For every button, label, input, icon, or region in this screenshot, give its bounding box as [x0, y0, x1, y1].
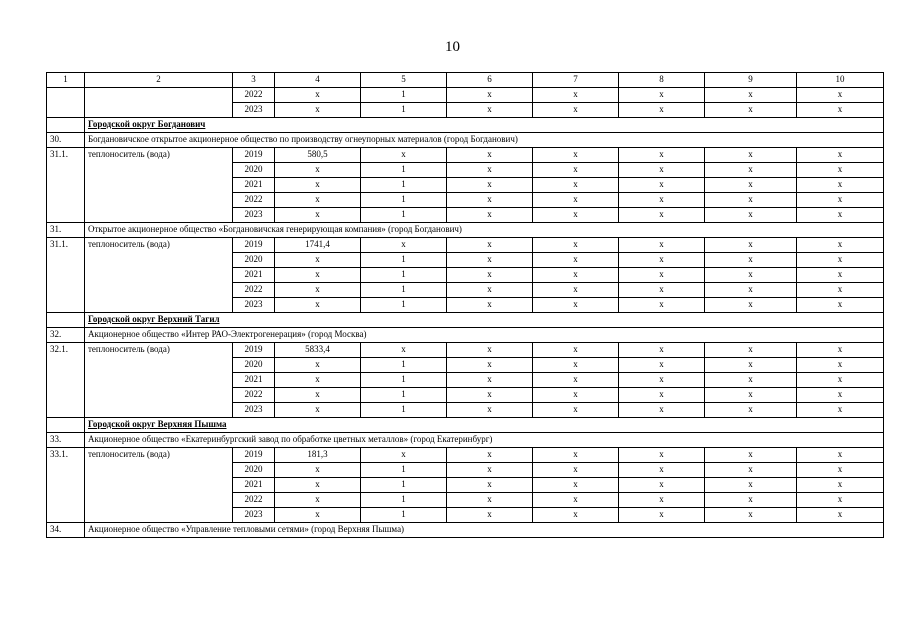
year-cell: 2021	[233, 178, 275, 193]
value-cell: x	[797, 448, 884, 463]
value-cell: x	[447, 178, 533, 193]
year-cell: 2023	[233, 298, 275, 313]
value-cell: x	[275, 88, 361, 103]
value-cell: x	[619, 493, 705, 508]
resource-name: теплоноситель (вода)	[85, 343, 233, 418]
year-cell: 2020	[233, 463, 275, 478]
value-cell: x	[619, 268, 705, 283]
value-cell: x	[797, 253, 884, 268]
year-cell: 2020	[233, 358, 275, 373]
value-cell: 1	[361, 283, 447, 298]
value-cell: 5833,4	[275, 343, 361, 358]
header-cell: 9	[705, 73, 797, 88]
value-cell: x	[705, 193, 797, 208]
value-cell: x	[533, 373, 619, 388]
value-cell: x	[705, 238, 797, 253]
year-cell: 2022	[233, 493, 275, 508]
value-cell: x	[447, 163, 533, 178]
value-cell: 1	[361, 388, 447, 403]
value-cell: x	[797, 388, 884, 403]
value-cell: x	[619, 448, 705, 463]
header-cell: 6	[447, 73, 533, 88]
organization-name: Акционерное общество «Екатеринбургский завод по обработке цветных металлов» (город Екатеринбург)	[85, 433, 884, 448]
year-cell: 2019	[233, 448, 275, 463]
value-cell: x	[447, 88, 533, 103]
value-cell: 1	[361, 163, 447, 178]
value-cell: x	[533, 253, 619, 268]
value-cell: x	[797, 343, 884, 358]
value-cell: x	[619, 463, 705, 478]
value-cell: x	[705, 508, 797, 523]
value-cell: x	[275, 193, 361, 208]
year-cell: 2021	[233, 373, 275, 388]
value-cell: x	[797, 478, 884, 493]
value-cell: x	[797, 358, 884, 373]
value-cell: 1	[361, 463, 447, 478]
value-cell: x	[705, 148, 797, 163]
value-cell: x	[275, 478, 361, 493]
value-cell: x	[797, 193, 884, 208]
value-cell: x	[797, 103, 884, 118]
value-cell: x	[705, 463, 797, 478]
value-cell: x	[447, 148, 533, 163]
value-cell: x	[275, 493, 361, 508]
value-cell: x	[361, 448, 447, 463]
year-cell: 2021	[233, 478, 275, 493]
value-cell: x	[619, 103, 705, 118]
value-cell: x	[533, 238, 619, 253]
district-title: Городской округ Верхняя Пышма	[85, 418, 884, 433]
value-cell: x	[797, 373, 884, 388]
value-cell: x	[447, 478, 533, 493]
empty-cell	[47, 88, 85, 118]
value-cell: x	[533, 283, 619, 298]
organization-name: Акционерное общество «Интер РАО-Электрогенерация» (город Москва)	[85, 328, 884, 343]
value-cell: x	[797, 508, 884, 523]
value-cell: x	[361, 148, 447, 163]
value-cell: x	[797, 148, 884, 163]
value-cell: x	[275, 508, 361, 523]
organization-name: Богдановичское открытое акционерное общество по производству огнеупорных материалов (город Богданович)	[85, 133, 884, 148]
value-cell: x	[533, 148, 619, 163]
row-number: 31.1.	[47, 238, 85, 313]
value-cell: x	[447, 463, 533, 478]
year-cell: 2023	[233, 103, 275, 118]
value-cell: x	[447, 388, 533, 403]
value-cell: x	[705, 373, 797, 388]
year-cell: 2020	[233, 253, 275, 268]
value-cell: x	[533, 268, 619, 283]
value-cell: x	[533, 298, 619, 313]
organization-row	[47, 223, 884, 238]
value-cell: x	[447, 358, 533, 373]
value-cell: x	[705, 478, 797, 493]
resource-name: теплоноситель (вода)	[85, 148, 233, 223]
row-number: 32.	[47, 328, 85, 343]
value-cell: x	[797, 463, 884, 478]
value-cell: 181,3	[275, 448, 361, 463]
table-row	[47, 343, 884, 358]
value-cell: x	[619, 373, 705, 388]
page-number: 10	[445, 39, 460, 55]
value-cell: x	[275, 208, 361, 223]
value-cell: x	[275, 283, 361, 298]
year-cell: 2019	[233, 148, 275, 163]
value-cell: x	[619, 253, 705, 268]
table-row	[47, 148, 884, 163]
value-cell: 1	[361, 178, 447, 193]
value-cell: x	[533, 358, 619, 373]
value-cell: x	[447, 298, 533, 313]
value-cell: x	[275, 253, 361, 268]
value-cell: x	[705, 448, 797, 463]
value-cell: x	[447, 193, 533, 208]
value-cell: x	[533, 88, 619, 103]
resource-name: теплоноситель (вода)	[85, 448, 233, 523]
year-cell: 2019	[233, 343, 275, 358]
resource-name: теплоноситель (вода)	[85, 238, 233, 313]
value-cell: x	[533, 163, 619, 178]
header-cell: 7	[533, 73, 619, 88]
header-cell: 8	[619, 73, 705, 88]
value-cell: x	[797, 88, 884, 103]
value-cell: x	[361, 238, 447, 253]
value-cell: 1	[361, 358, 447, 373]
value-cell: x	[275, 388, 361, 403]
value-cell: x	[705, 403, 797, 418]
value-cell: x	[275, 103, 361, 118]
row-number: 33.1.	[47, 448, 85, 523]
value-cell: 1	[361, 103, 447, 118]
value-cell: 1	[361, 208, 447, 223]
value-cell: x	[619, 388, 705, 403]
row-number: 34.	[47, 523, 85, 538]
value-cell: x	[797, 283, 884, 298]
value-cell: x	[447, 208, 533, 223]
value-cell: x	[705, 103, 797, 118]
district-row	[47, 118, 884, 133]
year-cell: 2023	[233, 403, 275, 418]
value-cell: 1	[361, 373, 447, 388]
value-cell: x	[275, 373, 361, 388]
value-cell: x	[705, 343, 797, 358]
value-cell: x	[447, 403, 533, 418]
value-cell: 1	[361, 493, 447, 508]
value-cell: x	[619, 358, 705, 373]
value-cell: x	[797, 298, 884, 313]
value-cell: x	[533, 403, 619, 418]
value-cell: x	[619, 403, 705, 418]
value-cell: x	[797, 163, 884, 178]
value-cell: x	[275, 298, 361, 313]
value-cell: x	[533, 208, 619, 223]
organization-name: Открытое акционерное общество «Богдановичская генерирующая компания» (город Богданович)	[85, 223, 884, 238]
value-cell: x	[275, 463, 361, 478]
header-cell: 5	[361, 73, 447, 88]
empty-cell	[47, 418, 85, 433]
value-cell: x	[533, 388, 619, 403]
value-cell: 1	[361, 403, 447, 418]
value-cell: x	[705, 388, 797, 403]
value-cell: x	[619, 238, 705, 253]
value-cell: x	[533, 343, 619, 358]
value-cell: x	[533, 178, 619, 193]
empty-cell	[85, 88, 233, 118]
value-cell: x	[533, 193, 619, 208]
year-cell: 2021	[233, 268, 275, 283]
value-cell: x	[275, 178, 361, 193]
empty-cell	[47, 313, 85, 328]
value-cell: 1741,4	[275, 238, 361, 253]
value-cell: x	[705, 283, 797, 298]
value-cell: x	[705, 358, 797, 373]
organization-row	[47, 133, 884, 148]
header-cell: 2	[85, 73, 233, 88]
header-cell: 3	[233, 73, 275, 88]
value-cell: x	[275, 358, 361, 373]
year-cell: 2020	[233, 163, 275, 178]
value-cell: x	[533, 508, 619, 523]
value-cell: x	[705, 268, 797, 283]
value-cell: x	[705, 253, 797, 268]
value-cell: x	[619, 208, 705, 223]
value-cell: 1	[361, 478, 447, 493]
table-row	[47, 88, 884, 103]
value-cell: x	[361, 343, 447, 358]
value-cell: x	[619, 283, 705, 298]
value-cell: 1	[361, 268, 447, 283]
data-table	[46, 72, 884, 538]
value-cell: x	[533, 103, 619, 118]
value-cell: x	[447, 373, 533, 388]
value-cell: x	[619, 178, 705, 193]
organization-row	[47, 433, 884, 448]
value-cell: x	[619, 193, 705, 208]
value-cell: x	[797, 493, 884, 508]
district-title: Городской округ Верхний Тагил	[85, 313, 884, 328]
year-cell: 2019	[233, 238, 275, 253]
value-cell: x	[705, 88, 797, 103]
value-cell: x	[705, 298, 797, 313]
row-number: 31.1.	[47, 148, 85, 223]
value-cell: x	[705, 178, 797, 193]
year-cell: 2023	[233, 508, 275, 523]
value-cell: x	[797, 268, 884, 283]
value-cell: x	[797, 178, 884, 193]
value-cell: x	[619, 163, 705, 178]
value-cell: x	[705, 208, 797, 223]
value-cell: x	[447, 238, 533, 253]
value-cell: 1	[361, 298, 447, 313]
value-cell: x	[447, 253, 533, 268]
value-cell: x	[705, 163, 797, 178]
value-cell: x	[533, 493, 619, 508]
value-cell: x	[797, 403, 884, 418]
row-number: 32.1.	[47, 343, 85, 418]
value-cell: x	[797, 238, 884, 253]
value-cell: x	[533, 448, 619, 463]
header-row	[47, 73, 884, 88]
value-cell: x	[447, 103, 533, 118]
year-cell: 2022	[233, 388, 275, 403]
value-cell: x	[705, 493, 797, 508]
value-cell: 1	[361, 88, 447, 103]
year-cell: 2022	[233, 193, 275, 208]
table-row	[47, 238, 884, 253]
value-cell: x	[619, 478, 705, 493]
value-cell: x	[275, 163, 361, 178]
district-row	[47, 313, 884, 328]
value-cell: x	[619, 88, 705, 103]
value-cell: x	[619, 298, 705, 313]
value-cell: x	[447, 268, 533, 283]
value-cell: 1	[361, 508, 447, 523]
value-cell: x	[619, 343, 705, 358]
value-cell: 1	[361, 253, 447, 268]
value-cell: x	[447, 508, 533, 523]
row-number: 33.	[47, 433, 85, 448]
organization-row	[47, 328, 884, 343]
value-cell: x	[619, 148, 705, 163]
value-cell: x	[447, 493, 533, 508]
value-cell: x	[447, 343, 533, 358]
header-cell: 10	[797, 73, 884, 88]
value-cell: x	[447, 283, 533, 298]
empty-cell	[47, 118, 85, 133]
header-cell: 4	[275, 73, 361, 88]
organization-row	[47, 523, 884, 538]
value-cell: x	[533, 463, 619, 478]
row-number: 30.	[47, 133, 85, 148]
value-cell: 580,5	[275, 148, 361, 163]
row-number: 31.	[47, 223, 85, 238]
district-row	[47, 418, 884, 433]
value-cell: x	[447, 448, 533, 463]
value-cell: x	[275, 403, 361, 418]
value-cell: x	[619, 508, 705, 523]
value-cell: x	[797, 208, 884, 223]
organization-name: Акционерное общество «Управление тепловыми сетями» (город Верхняя Пышма)	[85, 523, 884, 538]
header-cell: 1	[47, 73, 85, 88]
value-cell: 1	[361, 193, 447, 208]
year-cell: 2022	[233, 283, 275, 298]
year-cell: 2022	[233, 88, 275, 103]
district-title: Городской округ Богданович	[85, 118, 884, 133]
value-cell: x	[275, 268, 361, 283]
year-cell: 2023	[233, 208, 275, 223]
table-row	[47, 448, 884, 463]
value-cell: x	[533, 478, 619, 493]
